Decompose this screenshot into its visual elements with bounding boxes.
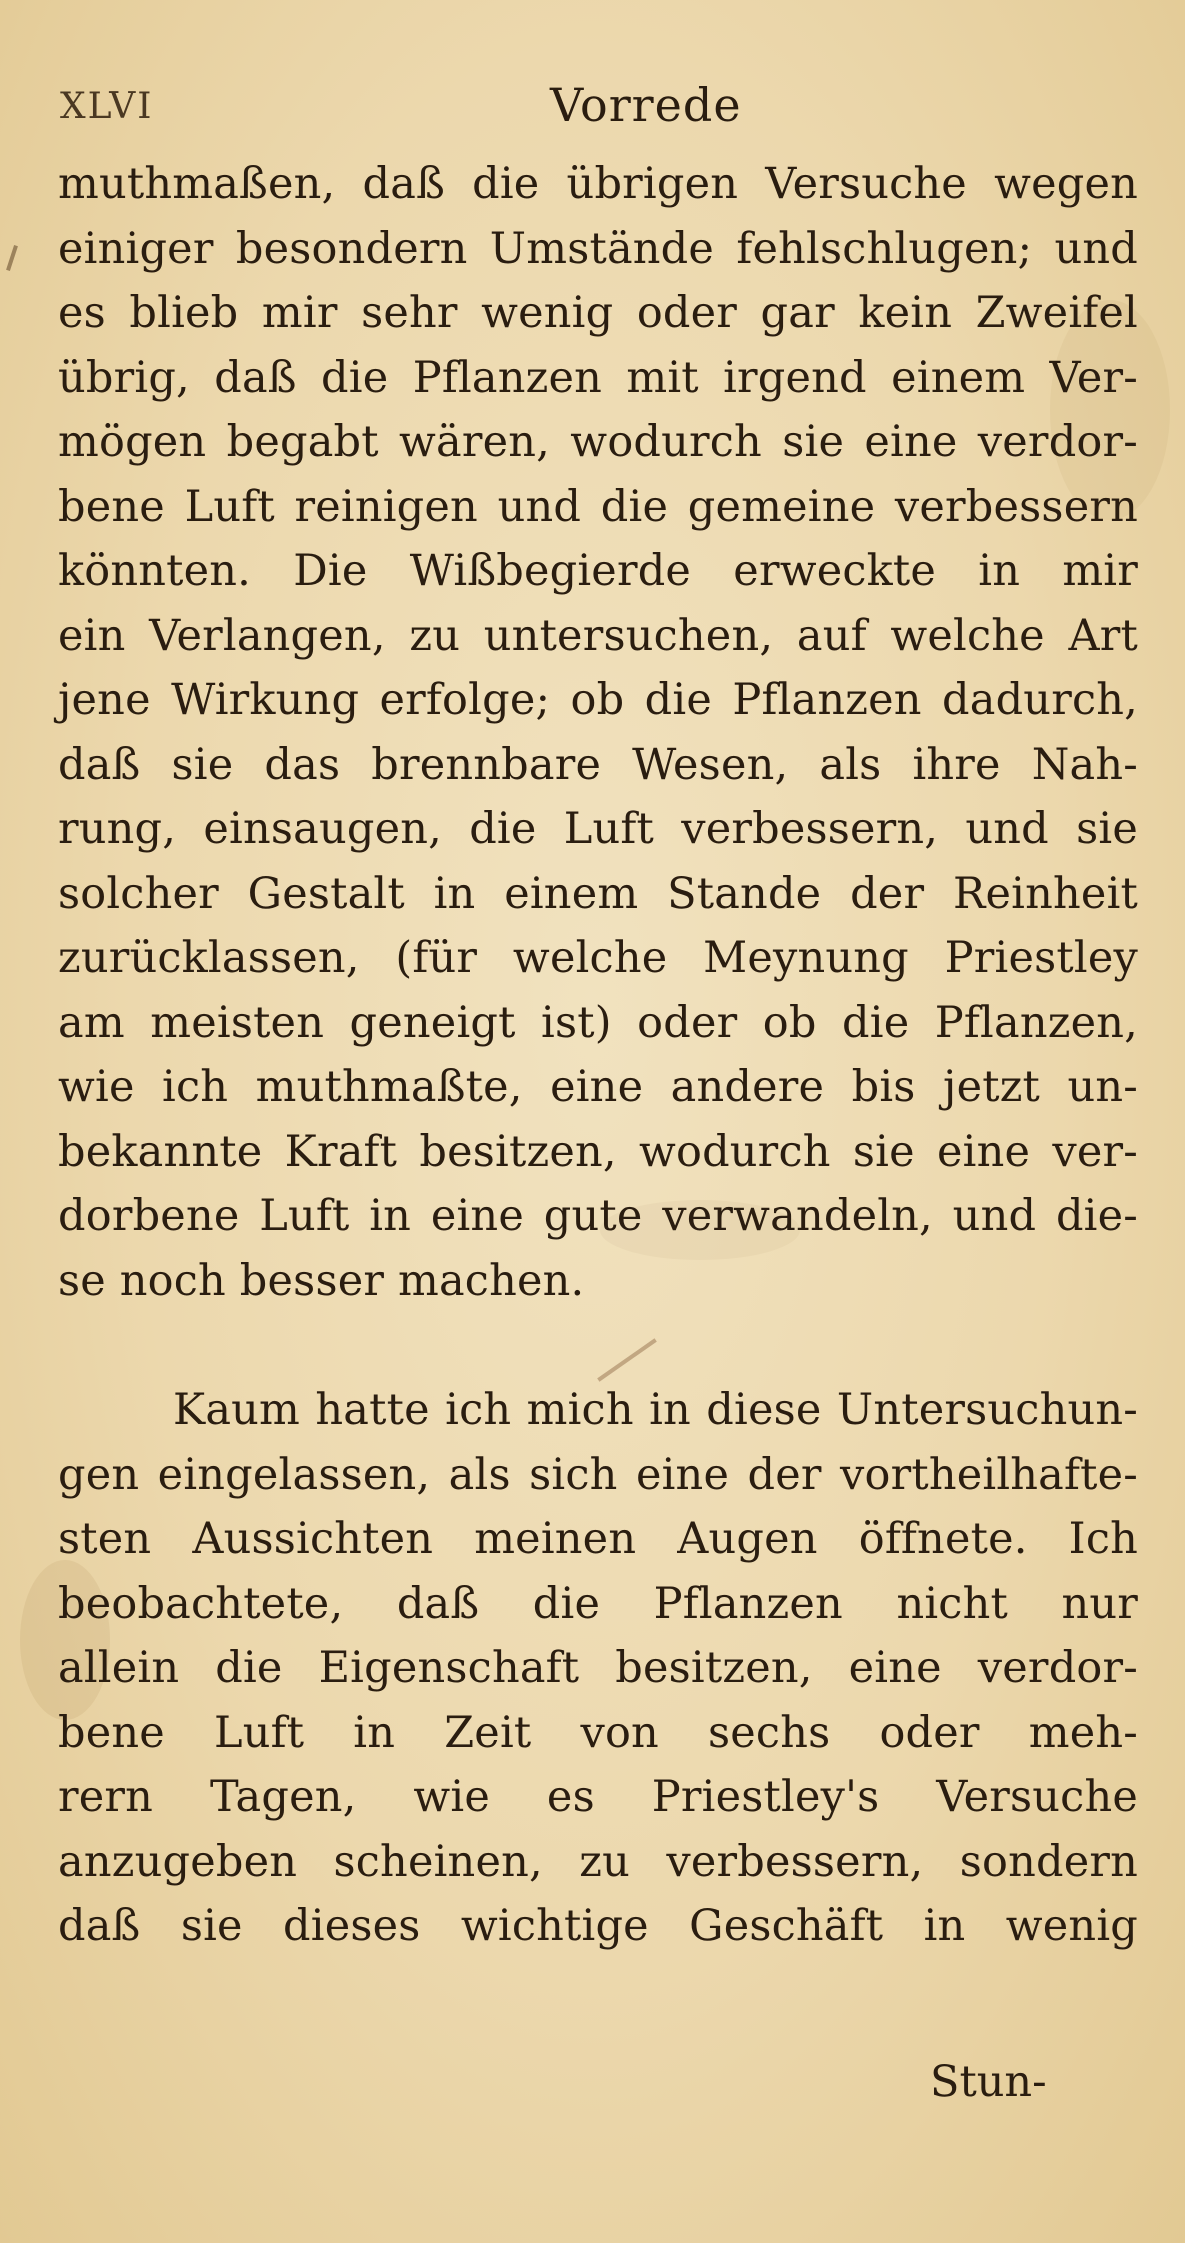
text-line: bene Luft in Zeit von sechs oder meh- xyxy=(58,1707,1138,1758)
text-line: jene Wirkung erfolge; ob die Pflanzen dadurch, xyxy=(58,675,1138,725)
text-line: anzugeben scheinen, zu verbessern, sondern xyxy=(58,1836,1138,1887)
text-line: übrig, daß die Pflanzen mit irgend einem Ver- xyxy=(58,352,1138,403)
text-line: es blieb mir sehr wenig oder gar kein Zweifel xyxy=(58,288,1138,338)
text-line: am meisten geneigt ist) oder ob die Pflanzen, xyxy=(58,997,1138,1048)
text-line: muthmaßen, daß die übrigen Versuche wegen xyxy=(58,159,1138,209)
text-line: Kaum hatte ich mich in diese Untersuchun- xyxy=(173,1385,1138,1435)
text-line: könnten. Die Wißbegierde erweckte in mir xyxy=(58,546,1138,596)
text-line: rung, einsaugen, die Luft verbessern, und sie xyxy=(58,804,1138,854)
text-line: ein Verlangen, zu untersuchen, auf welche Art xyxy=(58,610,1138,661)
text-line: daß sie das brennbare Wesen, als ihre Nah- xyxy=(58,739,1138,790)
margin-mark xyxy=(6,245,18,271)
catchword: Stun- xyxy=(930,2057,1047,2107)
text-line: bene Luft reinigen und die gemeine verbessern xyxy=(58,481,1138,532)
page-header xyxy=(60,78,1120,138)
text-line: bekannte Kraft besitzen, wodurch sie eine ver- xyxy=(58,1126,1138,1177)
text-line: wie ich muthmaßte, eine andere bis jetzt un- xyxy=(58,1062,1138,1112)
text-line: gen eingelassen, als sich eine der vortheilhafte- xyxy=(58,1449,1138,1500)
text-line: sten Aussichten meinen Augen öffnete. Ich xyxy=(58,1514,1138,1564)
text-line: daß sie dieses wichtige Geschäft in wenig xyxy=(58,1901,1138,1951)
text-line: solcher Gestalt in einem Stande der Reinheit xyxy=(58,868,1138,919)
page-number: XLVI xyxy=(60,86,154,127)
text-line: rern Tagen, wie es Priestley's Versuche xyxy=(58,1772,1138,1822)
body-text xyxy=(58,152,1138,1959)
text-line: allein die Eigenschaft besitzen, eine verdor- xyxy=(58,1643,1138,1693)
text-line: beobachtete, daß die Pflanzen nicht nur xyxy=(58,1578,1138,1629)
text-line: mögen begabt wären, wodurch sie eine verdor- xyxy=(58,417,1138,467)
running-head: Vorrede xyxy=(550,78,742,132)
text-line: zurücklassen, (für welche Meynung Priestley xyxy=(58,933,1138,983)
text-line: se noch besser machen. xyxy=(58,1255,585,1306)
paragraph-gap xyxy=(58,1313,1138,1378)
paragraph-2 xyxy=(58,1378,1138,1959)
text-line: einiger besondern Umstände fehlschlugen; und xyxy=(58,223,1138,274)
text-line: dorbene Luft in eine gute verwandeln, und die- xyxy=(58,1191,1138,1241)
paragraph-1 xyxy=(58,152,1138,1313)
